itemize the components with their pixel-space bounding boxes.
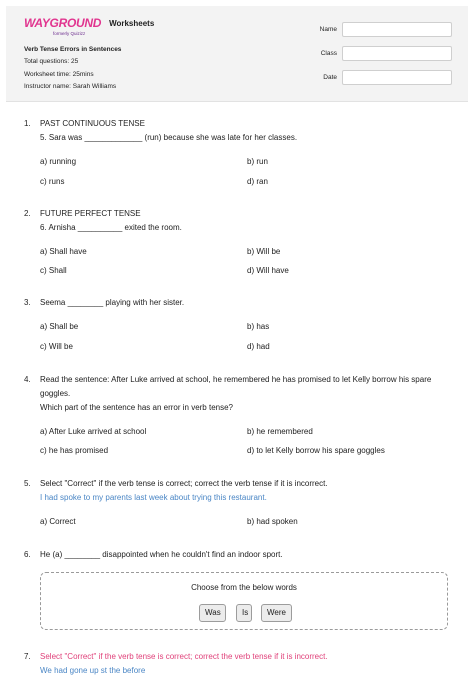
question-text: goggles. xyxy=(40,389,71,398)
option-a[interactable]: a) Shall have xyxy=(40,247,87,256)
option-d[interactable]: d) ran xyxy=(247,177,268,186)
question-text: PAST CONTINUOUS TENSE xyxy=(40,119,145,128)
question-sentence: I had spoke to my parents last week about trying this restaurant. xyxy=(40,493,267,502)
question-number: 4. xyxy=(24,375,31,384)
class-label: Class xyxy=(320,50,337,57)
option-a[interactable]: a) Correct xyxy=(40,517,76,526)
logo-subtitle: formerly Quizizz xyxy=(53,31,86,36)
option-c[interactable]: c) runs xyxy=(40,177,65,186)
brand-logo xyxy=(24,16,155,36)
question-number: 5. xyxy=(24,479,31,488)
word-bank xyxy=(40,572,448,630)
instructor-name: Instructor name: Sarah Williams xyxy=(24,82,117,90)
name-field[interactable] xyxy=(342,22,452,37)
option-c[interactable]: c) Will be xyxy=(40,342,73,351)
question-number: 7. xyxy=(24,652,31,661)
total-questions: Total questions: 25 xyxy=(24,58,79,66)
question-text: Which part of the sentence has an error in verb tense? xyxy=(40,403,233,412)
option-b[interactable]: b) had spoken xyxy=(247,517,298,526)
option-d[interactable]: d) had xyxy=(247,342,270,351)
question-text: 5. Sara was _____________ (run) because she was late for her classes. xyxy=(40,133,298,142)
option-c[interactable]: c) he has promised xyxy=(40,446,109,455)
option-d[interactable]: d) Will have xyxy=(247,266,289,275)
option-b[interactable]: b) has xyxy=(247,322,270,331)
word-bank-title: Choose from the below words xyxy=(191,583,297,592)
word-chip-were[interactable]: Were xyxy=(261,604,292,622)
option-a[interactable]: a) After Luke arrived at school xyxy=(40,427,147,436)
wayground-logo: WAYGROUND xyxy=(24,16,102,30)
word-chip-is[interactable]: Is xyxy=(236,604,252,622)
question-text: Read the sentence: After Luke arrived at school, he remembered he has promised to let Kelly borrow his spare xyxy=(40,375,432,384)
worksheet-header xyxy=(6,6,468,102)
option-d[interactable]: d) to let Kelly borrow his spare goggles xyxy=(247,446,385,455)
option-b[interactable]: b) he remembered xyxy=(247,427,313,436)
name-label: Name xyxy=(319,26,337,33)
worksheet-time: Worksheet time: 25mins xyxy=(24,70,94,78)
question-sentence: We had gone up st the before xyxy=(40,666,146,675)
class-field[interactable] xyxy=(342,46,452,61)
option-c[interactable]: c) Shall xyxy=(40,266,67,275)
worksheets-label: Worksheets xyxy=(109,19,155,28)
worksheet-title: Verb Tense Errors in Sentences xyxy=(24,46,122,53)
question-text: FUTURE PERFECT TENSE xyxy=(40,209,141,218)
question-number: 6. xyxy=(24,550,31,559)
question-text: Select "Correct" if the verb tense is correct; correct the verb tense if it is incorrect. xyxy=(40,479,328,488)
word-chip-was[interactable]: Was xyxy=(199,604,226,622)
option-b[interactable]: b) Will be xyxy=(247,247,281,256)
question-text: He (a) ________ disappointed when he couldn't find an indoor sport. xyxy=(40,550,283,559)
worksheet-meta xyxy=(24,44,121,93)
question-number: 2. xyxy=(24,209,31,218)
question-text: Select "Correct" if the verb tense is correct; correct the verb tense if it is incorrect. xyxy=(40,652,328,661)
question-text: Seema ________ playing with her sister. xyxy=(40,298,185,307)
option-a[interactable]: a) running xyxy=(40,157,77,166)
date-label: Date xyxy=(323,74,337,81)
date-field[interactable] xyxy=(342,70,452,85)
option-a[interactable]: a) Shall be xyxy=(40,322,79,331)
question-text: 6. Arnisha __________ exited the room. xyxy=(40,223,182,232)
question-number: 3. xyxy=(24,298,31,307)
option-b[interactable]: b) run xyxy=(247,157,268,166)
question-number: 1. xyxy=(24,119,31,128)
